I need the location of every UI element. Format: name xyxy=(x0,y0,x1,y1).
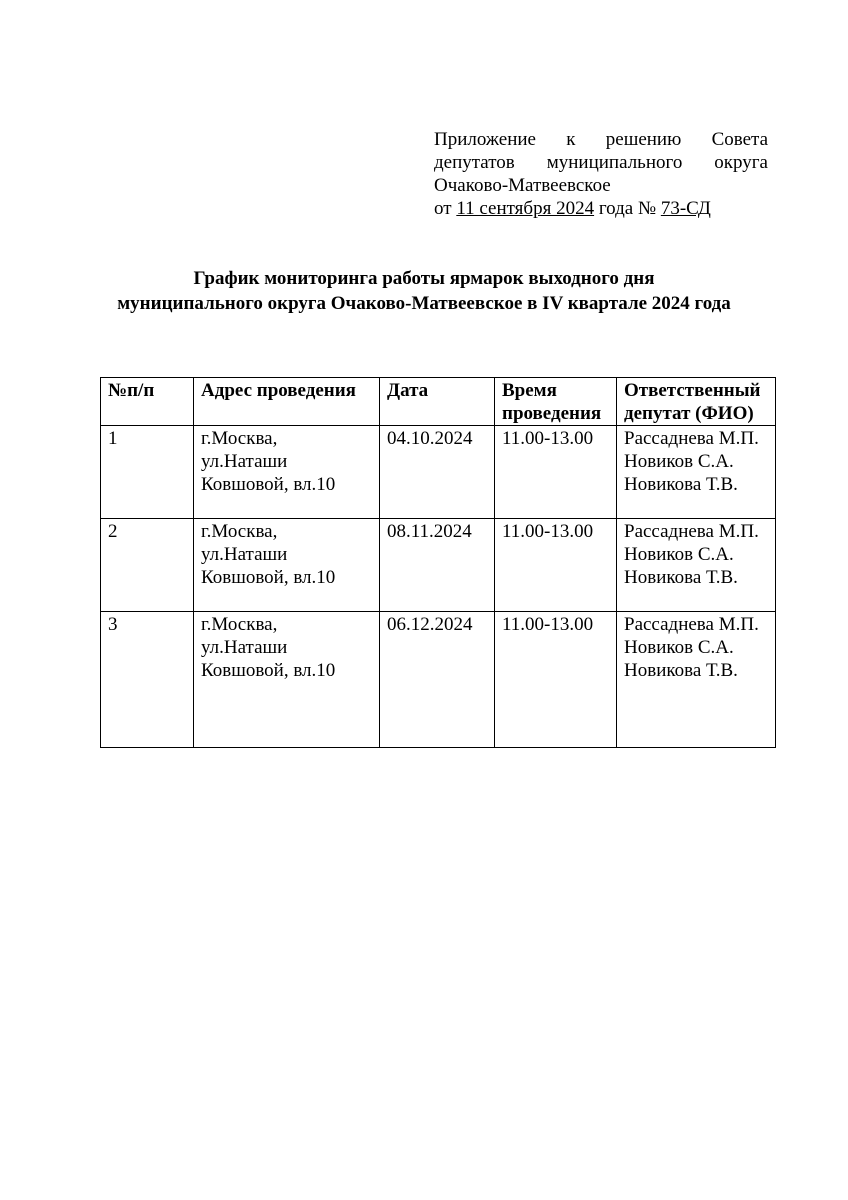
appendix-line-2: депутатов муниципального округа xyxy=(434,152,768,173)
deputy-name: Новиков С.А. xyxy=(624,451,734,472)
address-line: Ковшовой, вл.10 xyxy=(201,474,336,495)
appendix-line-4 xyxy=(434,197,768,220)
deputy-name: Новикова Т.В. xyxy=(624,474,738,495)
deputy-name: Новикова Т.В. xyxy=(624,567,738,588)
cell-time: 11.00-13.00 xyxy=(495,612,617,748)
header-responsible xyxy=(617,378,776,426)
cell-date: 06.12.2024 xyxy=(380,612,495,748)
appendix-line-3: Очаково-Матвеевское xyxy=(434,175,611,196)
cell-address xyxy=(194,612,380,748)
cell-num: 2 xyxy=(101,519,194,612)
cell-time: 11.00-13.00 xyxy=(495,519,617,612)
header-num: №п/п xyxy=(101,378,194,426)
address-line: ул.Наташи xyxy=(201,544,288,565)
address-line: г.Москва, xyxy=(201,614,278,635)
appendix-header xyxy=(434,128,768,220)
address-line: Ковшовой, вл.10 xyxy=(201,660,336,681)
title-line-1: График мониторинга работы ярмарок выходного дня xyxy=(193,268,655,289)
address-line: г.Москва, xyxy=(201,428,278,449)
header-responsible-line-2: депутат (ФИО) xyxy=(624,403,754,424)
appendix-number-prefix: года № xyxy=(594,198,661,219)
deputy-name: Рассаднева М.П. xyxy=(624,521,759,542)
appendix-date-prefix: от xyxy=(434,198,457,219)
decision-date: 11 сентября 2024 xyxy=(456,198,595,219)
document-title xyxy=(40,266,808,316)
header-address: Адрес проведения xyxy=(194,378,380,426)
decision-number: 73-СД xyxy=(660,198,711,219)
deputy-name: Рассаднева М.П. xyxy=(624,428,759,449)
deputy-name: Новиков С.А. xyxy=(624,637,734,658)
cell-time: 11.00-13.00 xyxy=(495,426,617,519)
address-line: ул.Наташи xyxy=(201,451,288,472)
table-row xyxy=(101,426,776,519)
cell-address xyxy=(194,426,380,519)
address-line: Ковшовой, вл.10 xyxy=(201,567,336,588)
title-line-2: муниципального округа Очаково-Матвеевское в IV квартале 2024 года xyxy=(117,293,731,314)
address-line: г.Москва, xyxy=(201,521,278,542)
table-row xyxy=(101,612,776,748)
header-time xyxy=(495,378,617,426)
table-row xyxy=(101,519,776,612)
table-header-row xyxy=(101,378,776,426)
cell-num: 3 xyxy=(101,612,194,748)
schedule-table xyxy=(100,377,776,748)
header-date: Дата xyxy=(380,378,495,426)
address-line: ул.Наташи xyxy=(201,637,288,658)
cell-deputies xyxy=(617,612,776,748)
cell-address xyxy=(194,519,380,612)
deputy-name: Новикова Т.В. xyxy=(624,660,738,681)
cell-deputies xyxy=(617,519,776,612)
header-time-line-2: проведения xyxy=(502,403,602,424)
cell-date: 08.11.2024 xyxy=(380,519,495,612)
cell-date: 04.10.2024 xyxy=(380,426,495,519)
header-time-line-1: Время xyxy=(502,380,557,401)
appendix-line-1: Приложение к решению Совета xyxy=(434,129,768,150)
deputy-name: Рассаднева М.П. xyxy=(624,614,759,635)
header-responsible-line-1: Ответственный xyxy=(624,380,761,401)
cell-deputies xyxy=(617,426,776,519)
cell-num: 1 xyxy=(101,426,194,519)
deputy-name: Новиков С.А. xyxy=(624,544,734,565)
